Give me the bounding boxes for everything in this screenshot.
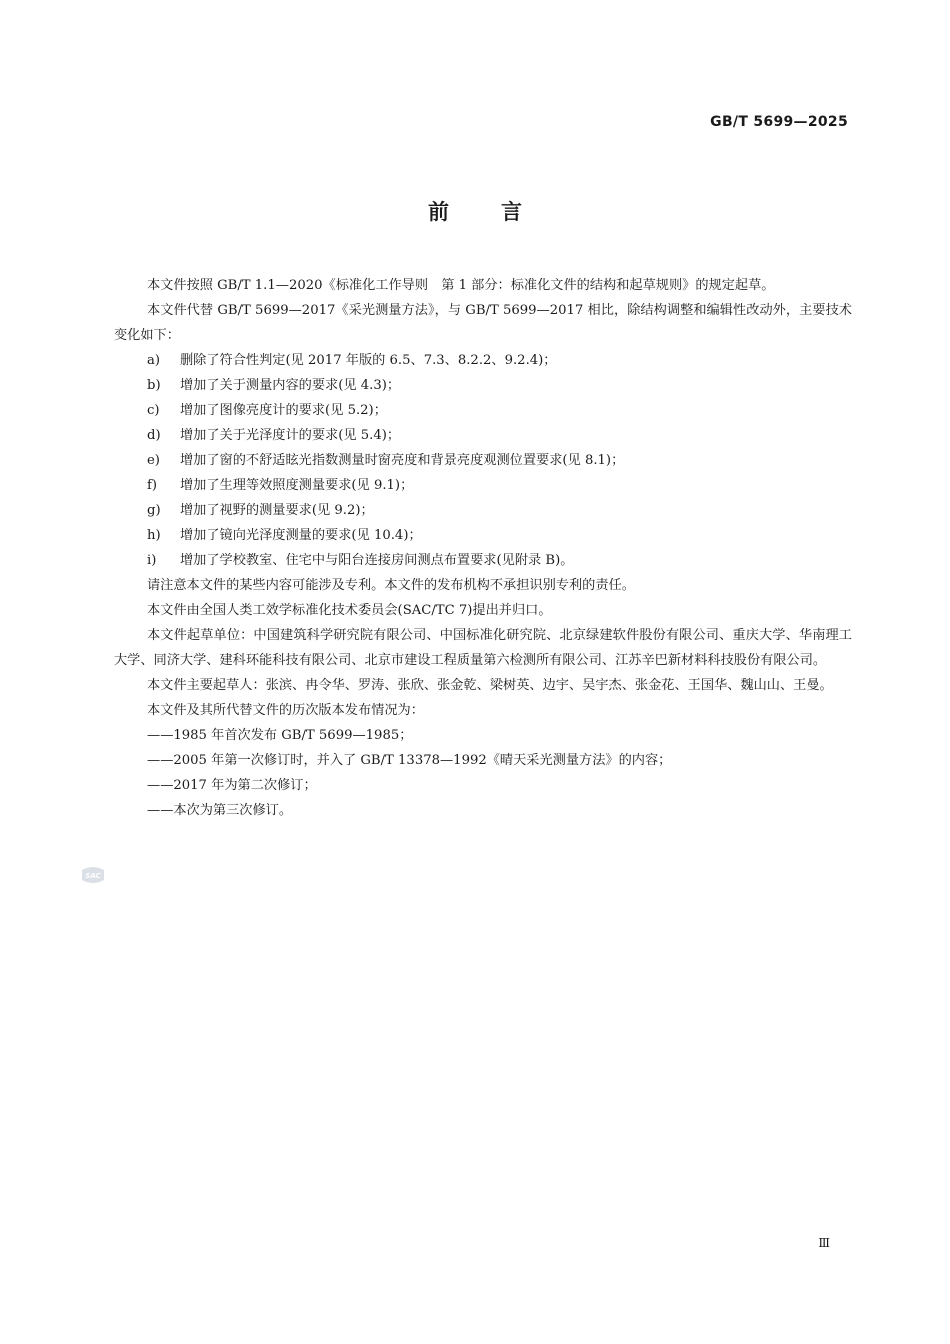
sac-logo-text: SAC — [85, 872, 101, 880]
list-item-text: 增加了关于光泽度计的要求(见 5.4)； — [180, 428, 401, 443]
changes-list — [114, 348, 852, 573]
list-item-text: 增加了关于测量内容的要求(见 4.3)； — [180, 378, 401, 393]
list-item-text: 增加了学校教室、住宅中与阳台连接房间测点布置要求(见附录 B)。 — [180, 553, 574, 568]
sac-logo-icon — [80, 866, 106, 884]
list-item-text: 增加了生理等效照度测量要求(见 9.1)； — [180, 478, 414, 493]
list-item-label: g) — [147, 503, 161, 518]
history-item: ——1985 年首次发布 GB/T 5699—1985； — [147, 728, 413, 743]
drafters-paragraph: 本文件主要起草人：张滨、冉令华、罗涛、张欣、张金乾、梁树英、边宇、吴宇杰、张金花、王国华、魏山山、王曼。 — [147, 678, 833, 693]
list-item-label: i) — [147, 553, 157, 568]
list-item — [114, 398, 852, 423]
history-list — [114, 723, 852, 823]
list-item-text: 增加了镜向光泽度测量的要求(见 10.4)； — [180, 528, 422, 543]
list-item-label: f) — [147, 478, 158, 493]
list-item — [114, 548, 852, 573]
page-title: 前言 — [428, 200, 574, 224]
history-item: ——本次为第三次修订。 — [147, 803, 293, 818]
list-item — [114, 473, 852, 498]
list-item-text: 增加了窗的不舒适眩光指数测量时窗亮度和背景亮度观测位置要求(见 8.1)； — [180, 453, 625, 468]
list-item-label: h) — [147, 528, 161, 543]
list-item — [114, 423, 852, 448]
list-item — [114, 498, 852, 523]
list-item — [114, 448, 852, 473]
list-item-text: 增加了视野的测量要求(见 9.2)； — [180, 503, 374, 518]
list-item-text: 删除了符合性判定(见 2017 年版的 6.5、7.3、8.2.2、9.2.4)； — [180, 353, 557, 368]
list-item-label: b) — [147, 378, 161, 393]
standard-code-header: GB/T 5699—2025 — [710, 114, 848, 130]
list-item — [114, 348, 852, 373]
sac-watermark-logo — [80, 866, 106, 884]
drafting-units-paragraph: 本文件起草单位：中国建筑科学研究院有限公司、中国标准化研究院、北京绿建软件股份有限公司、重庆大学、华南理工大学、同济大学、建科环能科技有限公司、北京市建设工程质量第六检测所有限公司、江苏辛巴新材料科技股份有限公司。 — [114, 628, 852, 668]
replacement-paragraph: 本文件代替 GB/T 5699—2017《采光测量方法》，与 GB/T 5699—2017 相比，除结构调整和编辑性改动外，主要技术变化如下： — [114, 303, 852, 343]
list-item-text: 增加了图像亮度计的要求(见 5.2)； — [180, 403, 387, 418]
page-number: Ⅲ — [818, 1236, 830, 1250]
history-item: ——2017 年为第二次修订； — [147, 778, 317, 793]
list-item — [114, 523, 852, 548]
history-item: ——2005 年第一次修订时，并入了 GB/T 13378—1992《晴天采光测量方法》的内容； — [147, 753, 672, 768]
committee-paragraph: 本文件由全国人类工效学标准化技术委员会(SAC/TC 7)提出并归口。 — [147, 603, 552, 618]
list-item-label: e) — [147, 453, 160, 468]
list-item-label: d) — [147, 428, 161, 443]
list-item — [114, 373, 852, 398]
history-intro-paragraph: 本文件及其所代替文件的历次版本发布情况为： — [147, 703, 424, 718]
patent-notice-paragraph: 请注意本文件的某些内容可能涉及专利。本文件的发布机构不承担识别专利的责任。 — [147, 578, 635, 593]
list-item-label: c) — [147, 403, 160, 418]
document-body — [114, 273, 852, 823]
list-item-label: a) — [147, 353, 161, 368]
drafting-rule-paragraph: 本文件按照 GB/T 1.1—2020《标准化工作导则 第 1 部分：标准化文件的结构和起草规则》的规定起草。 — [147, 278, 775, 293]
